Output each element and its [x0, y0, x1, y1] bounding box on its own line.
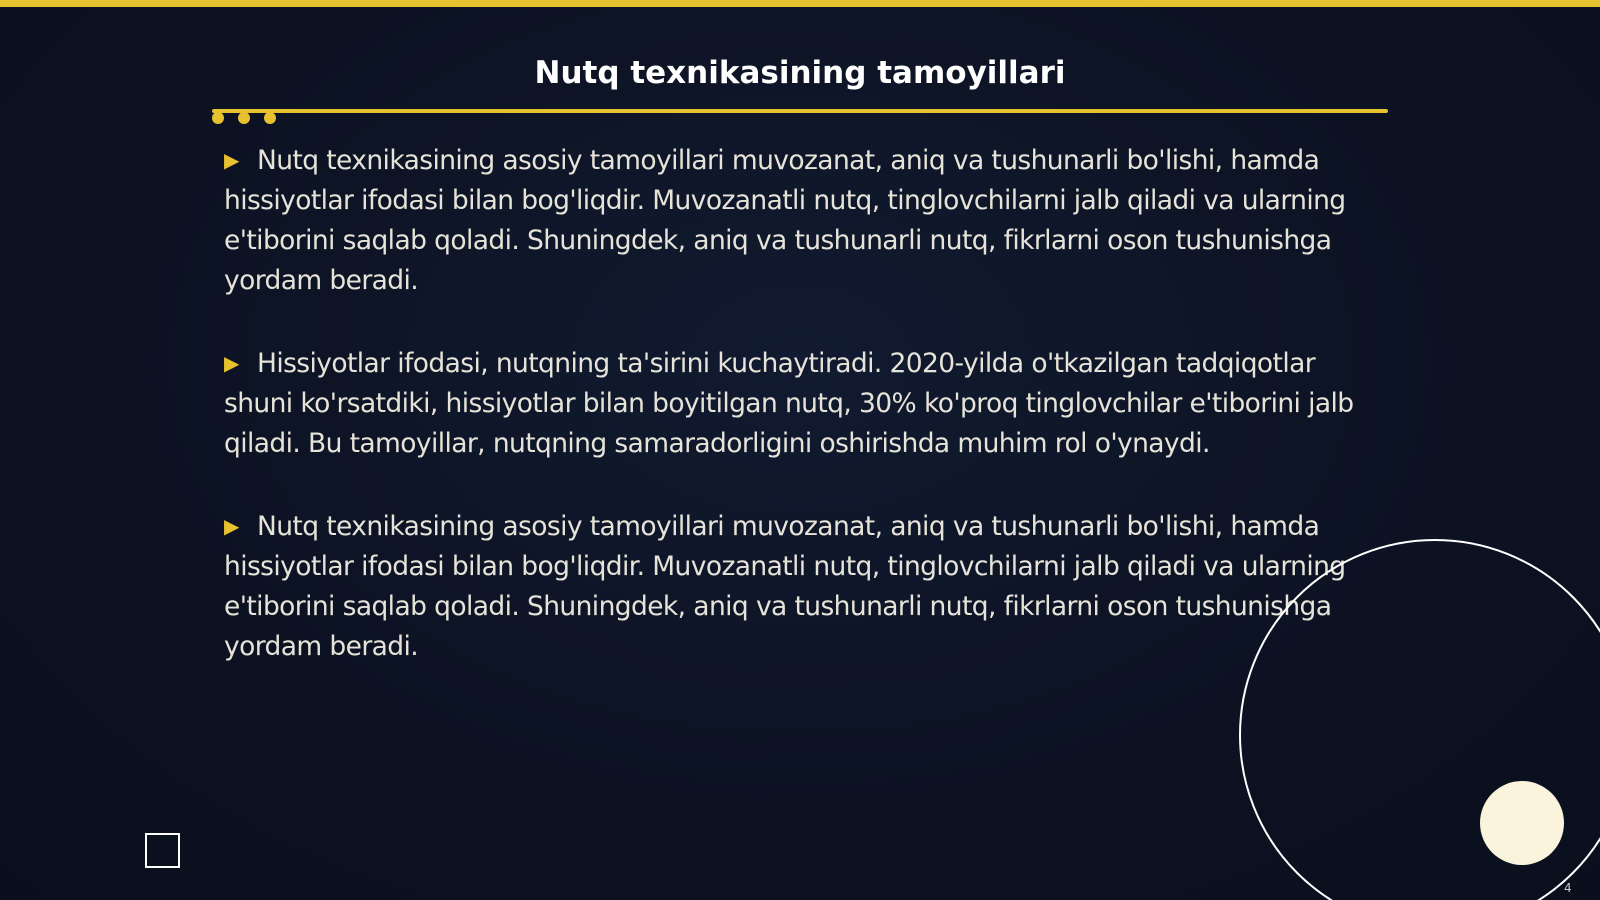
dot-1 — [212, 112, 224, 124]
page-number: 4 — [1564, 881, 1572, 895]
paragraph-text: Nutq texnikasining asosiy tamoyillari muvozanat, aniq va tushunarli bo'lishi, hamda hissiyotlar ifodasi bilan bog'liqdir. Muvozanatli nutq, tinglovchilarni jalb qiladi va ularning e'tiborini saqlab qoladi. Shuningdek, aniq va tushunarli nutq, fikrlarni oson tushunishga yordam beradi. — [224, 145, 1346, 296]
bullet-paragraph-1 — [224, 140, 1374, 301]
paragraph-text: Hissiyotlar ifodasi, nutqning ta'sirini kuchaytiradi. 2020-yilda o'tkazilgan tadqiqotlar shuni ko'rsatdiki, hissiyotlar bilan boyitilgan nutq, 30% ko'proq tinglovchilar e'tiborini jalb qiladi. Bu tamoyillar, nutqning samaradorligini oshirishda muhim rol o'ynaydi. — [224, 348, 1354, 459]
bullet-paragraph-3 — [224, 506, 1374, 667]
title-underline — [212, 109, 1388, 113]
dot-2 — [238, 112, 250, 124]
title-dots — [212, 112, 276, 124]
bullet-paragraph-2 — [224, 343, 1374, 464]
decorative-disc — [1480, 781, 1564, 865]
dot-3 — [264, 112, 276, 124]
paragraph-text: Nutq texnikasining asosiy tamoyillari muvozanat, aniq va tushunarli bo'lishi, hamda hissiyotlar ifodasi bilan bog'liqdir. Muvozanatli nutq, tinglovchilarni jalb qiladi va ularning e'tiborini saqlab qoladi. Shuningdek, aniq va tushunarli nutq, fikrlarni oson tushunishga yordam beradi. — [224, 511, 1346, 662]
triangle-right-icon: ▶ — [224, 351, 239, 375]
top-accent-bar — [0, 0, 1600, 7]
slide-title: Nutq texnikasining tamoyillari — [534, 55, 1066, 91]
triangle-right-icon: ▶ — [224, 514, 239, 538]
bullet-list — [224, 140, 1374, 709]
decorative-square — [145, 833, 180, 868]
triangle-right-icon: ▶ — [224, 148, 239, 172]
